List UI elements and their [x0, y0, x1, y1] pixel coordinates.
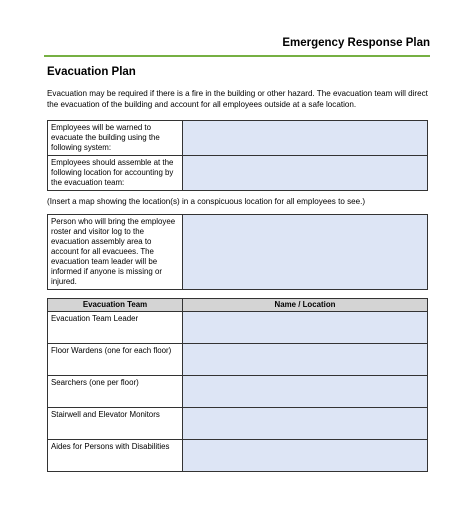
- roster-person-field[interactable]: [183, 215, 428, 290]
- warning-assembly-table: [47, 120, 428, 191]
- warning-system-field[interactable]: [183, 121, 428, 156]
- roster-table: [47, 214, 428, 290]
- table-row: [48, 376, 428, 408]
- team-role-field[interactable]: [183, 344, 428, 376]
- evacuation-team-table: [47, 298, 428, 472]
- warning-system-label: Employees will be warned to evacuate the building using the following system:: [48, 121, 183, 156]
- assembly-location-label: Employees should assemble at the following location for accounting by the evacuation team:: [48, 156, 183, 191]
- roster-person-label: Person who will bring the employee roster and visitor log to the evacuation assembly area to account for all evacuees. The evacuation team leader will be informed if anyone is missing or injured.: [48, 215, 183, 290]
- table-row: [48, 215, 428, 290]
- table-header-row: [48, 299, 428, 312]
- team-role-label: Evacuation Team Leader: [48, 312, 183, 344]
- table-row: [48, 121, 428, 156]
- team-role-label: Searchers (one per floor): [48, 376, 183, 408]
- intro-paragraph: Evacuation may be required if there is a fire in the building or other hazard. The evacuation team will direct the evacuation of the building and account for all employees outside at a safe location.: [47, 89, 428, 109]
- team-role-field[interactable]: [183, 376, 428, 408]
- table-row: [48, 312, 428, 344]
- team-role-label: Floor Wardens (one for each floor): [48, 344, 183, 376]
- team-role-field[interactable]: [183, 408, 428, 440]
- document-header-title: Emergency Response Plan: [282, 37, 430, 49]
- map-note: (Insert a map showing the location(s) in a conspicuous location for all employees to see.): [47, 197, 366, 206]
- table-row: [48, 440, 428, 472]
- table-row: [48, 344, 428, 376]
- column-header-team: Evacuation Team: [48, 299, 183, 312]
- team-role-field[interactable]: [183, 440, 428, 472]
- team-role-label: Stairwell and Elevator Monitors: [48, 408, 183, 440]
- team-role-label: Aides for Persons with Disabilities: [48, 440, 183, 472]
- table-row: [48, 156, 428, 191]
- assembly-location-field[interactable]: [183, 156, 428, 191]
- team-role-field[interactable]: [183, 312, 428, 344]
- column-header-name-location: Name / Location: [183, 299, 428, 312]
- table-row: [48, 408, 428, 440]
- section-title: Evacuation Plan: [47, 66, 136, 78]
- header-divider: [44, 55, 430, 57]
